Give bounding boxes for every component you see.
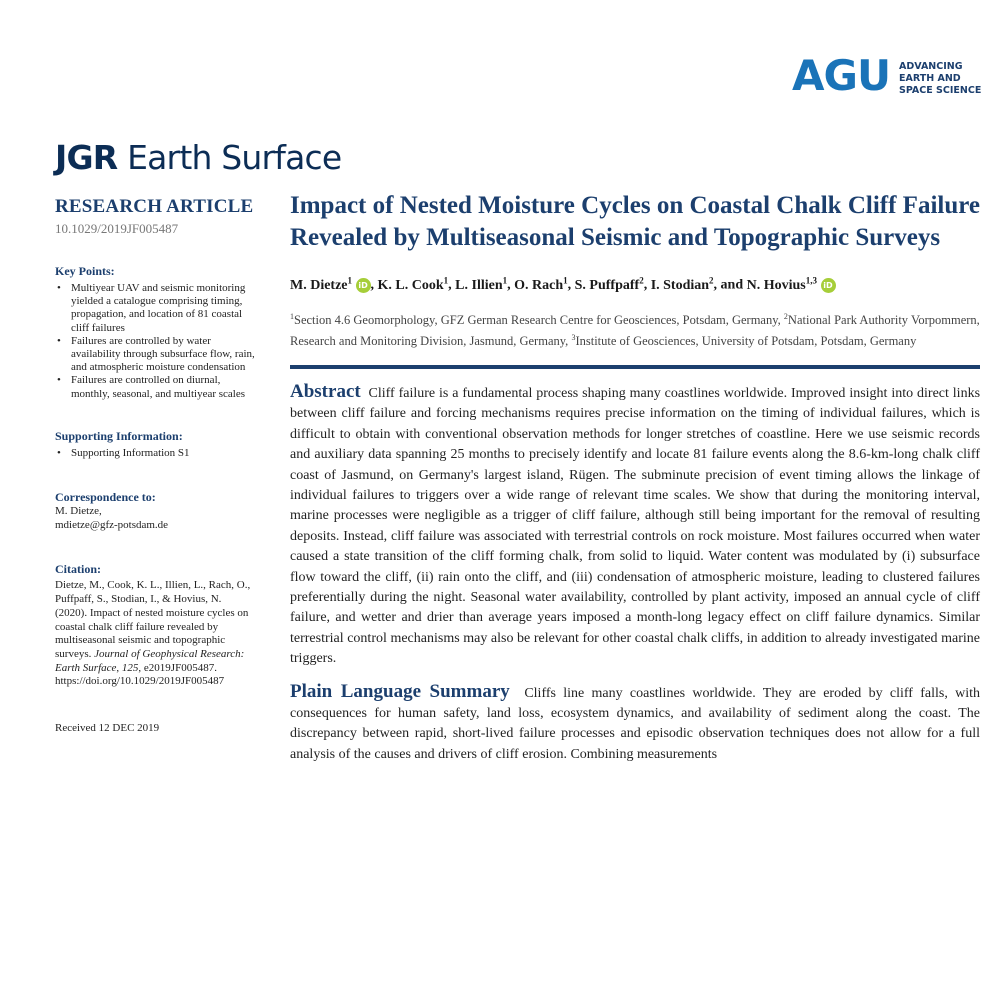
author[interactable] — [574, 275, 644, 293]
author-affil-sup: 1 — [443, 275, 449, 285]
author[interactable] — [746, 275, 817, 293]
citation-volume: 125 — [121, 661, 139, 674]
article-doi[interactable]: 10.1029/2019JF005487 — [55, 221, 179, 236]
supporting-info-list — [55, 447, 255, 460]
received-date: Received 12 DEC 2019 — [55, 722, 160, 735]
plain-language-summary — [290, 682, 980, 762]
correspondence-name: M. Dietze, — [55, 505, 102, 518]
correspondence-email[interactable]: mdietze@gfz-potsdam.de — [55, 518, 169, 531]
pls-heading: Plain Language Summary — [290, 681, 510, 702]
affiliations — [290, 308, 980, 350]
key-point: • Failures are controlled by water availability through subsurface flow, rain, and atmospheric moisture condensation — [55, 335, 255, 375]
affiliation-sup: 2 — [783, 311, 788, 321]
agu-logo-tagline — [899, 61, 989, 97]
author[interactable] — [377, 275, 449, 293]
author-name: K. L. Cook — [377, 277, 444, 293]
author-name: L. Illien — [455, 277, 503, 293]
author-affil-sup: 1 — [502, 275, 508, 285]
author-affil-sup: 1 — [347, 275, 353, 285]
abstract-heading: Abstract — [290, 380, 361, 402]
agu-tagline-line: EARTH AND — [899, 73, 961, 84]
citation-body: Dietze, M., Cook, K. L., Illien, L., Rach, O., Puffpaff, S., Stodian, I., & Hovius, N. (2020). Impact of nested moisture cycles on coastal chalk cliff failure revealed by multiseasonal seismic and topographic surveys. — [55, 579, 251, 660]
main-content — [290, 190, 980, 762]
citation-tail: , e2019JF005487. https://doi.org/10.1029/2019JF005487 — [55, 661, 225, 688]
supporting-info-heading: Supporting Information: — [55, 428, 183, 443]
abstract-text: Cliff failure is a fundamental process shaping many coastlines worldwide. Improved insight into direct links between cliff failure and forcing mechanisms requires precise information on the timing of individual failures, which is difficult to obtain with conventional observation methods for longer stretches of coastline. Here we use seismic records and auxiliary data spanning 25 months to precisely identify and locate 81 failure events along the 8.6-km-long chalk cliff coast of Jasmund, on Germany's largest island, Rügen. The subminute precision of event timing allows the linkage of individual failures to triggers over a wide range of relevant time scales. We show that during the monitoring interval, marine processes were negligible as a trigger of cliff failure, although still being important for the removal of resulting deposits. Instead, cliff failure was associated with terrestrial controls on rock moisture. Most failures occurred when water caused a state transition of the cliff forming chalk, from solid to liquid. Water content was modulated by (i) subsurface flow toward the cliff, (ii) rain onto the cliff, and (iii) condensation of atmospheric moisture, leading to clustered failures preferentially during the night. Seasonal water availability, controlled by plant activity, imposed an annual cycle of cliff failure, and wetter and drier than average years imposed a month-long legacy effect on cliff failure dynamics. Similar terrestrial control mechanisms may also be relevant for other coastal chalk cliffs, in addition to already investigated marine triggers. — [290, 385, 981, 667]
article-title: Impact of Nested Moisture Cycles on Coastal Chalk Cliff Failure Revealed by Multiseasonal Seismic and Topographic Surveys — [290, 192, 980, 251]
journal-title-rest: Earth Surface — [117, 138, 342, 177]
affiliation-text: Institute of Geosciences, University of Potsdam, Potsdam, Germany — [575, 333, 917, 348]
author-list: M. Dietze$^1$ iD , K. L. Cook$^1$, L. Illien$^1$, O. Rach$^1$, S. Puffpaff$^2$, I. Stodian$^2$, and N. Hovius$^{1,3}$ iD — [290, 275, 980, 294]
author-name: N. Hovius — [746, 277, 806, 293]
agu-tagline-line: ADVANCING — [899, 61, 963, 72]
author[interactable] — [290, 275, 353, 293]
citation-journal: Journal of Geophysical Research: Earth Surface — [55, 647, 245, 674]
correspondence-heading: Correspondence to: — [55, 490, 156, 505]
abstract — [290, 382, 980, 670]
author-affil-sup: 1 — [563, 275, 568, 285]
author-name: S. Puffpaff — [574, 277, 640, 293]
pls-text: Cliffs line many coastlines worldwide. They are eroded by cliff falls, with consequences for human safety, land loss, ecosystem dynamics, and availability of sediment along the coast. The discrepancy between rapid, short-lived failure processes and episodic observation techniques does not allow for a full analysis of the causes and drivers of cliff erosion. Combining measurements — [290, 685, 980, 762]
key-point: • Multiyear UAV and seismic monitoring yielded a catalogue comprising timing, propagation, and location of 81 coastal cliff failures — [55, 282, 255, 335]
journal-title — [55, 138, 341, 177]
citation-text — [55, 579, 255, 689]
author[interactable] — [455, 275, 508, 293]
author[interactable] — [650, 275, 714, 293]
affiliation-text: National Park Authority Vorpommern, Research and Monitoring Division, Jasmund, Germany, — [290, 312, 980, 348]
section-divider — [290, 365, 980, 369]
author-affil-sup: 1,3 — [805, 275, 817, 285]
sidebar — [55, 196, 255, 736]
orcid-icon[interactable]: iD — [821, 278, 836, 293]
article-type: RESEARCH ARTICLE — [55, 196, 254, 217]
key-point: • Failures are controlled on diurnal, monthly, seasonal, and multiyear scales — [55, 374, 255, 400]
affiliation-sup: 3 — [571, 332, 576, 342]
supporting-info-link[interactable]: • Supporting Information S1 — [55, 447, 255, 460]
agu-tagline-line: SPACE SCIENCE — [899, 85, 982, 96]
citation-sep: , — [116, 661, 122, 674]
orcid-icon[interactable]: iD — [356, 278, 371, 293]
author-name: M. Dietze — [290, 277, 348, 293]
author-affil-sup: 2 — [639, 275, 644, 285]
agu-logo-mark: AGU — [792, 51, 891, 100]
affiliation-text: Section 4.6 Geomorphology, GFZ German Research Centre for Geosciences, Potsdam, Germany, — [294, 312, 784, 327]
author-conjunction: and — [720, 277, 744, 293]
key-points-list — [55, 282, 255, 401]
author[interactable] — [514, 275, 568, 293]
author-name: I. Stodian — [650, 277, 710, 293]
citation-heading: Citation: — [55, 562, 101, 577]
author-affil-sup: 2 — [709, 275, 714, 285]
affiliation-sup: 1 — [290, 311, 294, 321]
journal-title-bold: JGR — [55, 138, 118, 177]
agu-logo — [792, 51, 982, 102]
key-points-heading: Key Points: — [55, 264, 115, 278]
author-name: O. Rach — [514, 277, 564, 293]
